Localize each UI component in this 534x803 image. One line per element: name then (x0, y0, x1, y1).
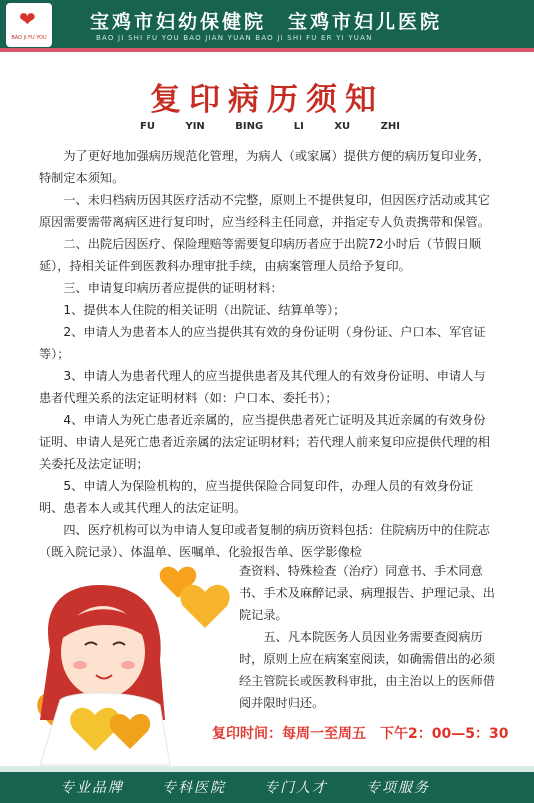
notice-paragraph: 2、申请人为患者本人的应当提供其有效的身份证明（身份证、户口本、军官证等）； (39, 325, 486, 361)
pinyin-syllable: ZHI (380, 121, 400, 132)
footer-slogan: 专业品牌 (60, 780, 124, 796)
pinyin-syllable: LI (293, 121, 304, 132)
notice-paragraph: 为了更好地加强病历规范化管理，为病人（或家属）提供方便的病历复印业务，特制定本须知。 (39, 149, 490, 185)
notice-paragraph: 5、申请人为保险机构的，应当提供保险合同复印件，办理人员的有效身份证明、患者本人或其代理人的法定证明。 (39, 479, 474, 515)
heart-icon: ❤ (19, 7, 36, 31)
notice-paragraph: 一、未归档病历因其医疗活动不完整，原则上不提供复印，但因医疗活动或其它原因需要需带离病区进行复印时，应当经科主任同意，并指定专人负责携带和保管。 (39, 193, 490, 229)
pinyin-syllable: XU (334, 121, 351, 132)
notice-paragraph: 二、出院后因医疗、保险理赔等需要复印病历者应于出院72小时后（节假日顺延），持相关证件到医教科办理审批手续，由病案管理人员给予复印。 (39, 237, 482, 273)
footer-slogan: 专门人才 (264, 780, 328, 796)
hospital-name: 宝鸡市妇幼保健院 宝鸡市妇儿医院 (90, 11, 443, 33)
copy-hours: 复印时间：每周一至周五 下午2：00—5：30 (212, 726, 509, 742)
notice-paragraph: 3、申请人为患者代理人的应当提供患者及其代理人的有效身份证明、申请人与患者代理关系的法定证明材料（如：户口本、委托书）； (39, 369, 486, 405)
notice-paragraph: 四、医疗机构可以为申请人复印或者复制的病历资料包括：住院病历中的住院志（既入院记录）、体温单、医嘱单、化验报告单、医学影像检 (39, 523, 490, 559)
notice-paragraph: 三、申请复印病历者应提供的证明材料： (39, 281, 283, 295)
notice-paragraph: 4、申请人为死亡患者近亲属的，应当提供患者死亡证明及其近亲属的有效身份证明、申请人是死亡患者近亲属的法定证明材料；若代理人前来复印应提供代理的相关委托及法定证明； (39, 413, 490, 471)
footer-slogan: 专科医院 (162, 780, 226, 796)
pinyin-syllable: FU (140, 121, 155, 132)
notice-paragraph: 五、凡本院医务人员因业务需要查阅病历时，原则上应在病案室阅读，如确需借出的必须经主管院长或医教科审批，由主治以上的医师借阅并限时归还。 (239, 630, 495, 710)
footer-bar (0, 772, 534, 803)
logo-caption: BAO JI FU YOU (11, 35, 47, 41)
notice-paragraph: 查资料、特殊检查（治疗）同意书、手术同意书、手术及麻醉记录、病理报告、护理记录、出院记录。 (239, 564, 495, 622)
pinyin-syllable: BING (235, 121, 264, 132)
notice-paragraph: 1、提供本人住院的相关证明（出院证、结算单等）； (39, 303, 346, 317)
page-title: 复印病历须知 (150, 82, 384, 118)
nurse-figure (40, 585, 170, 765)
pinyin-syllable: YIN (185, 121, 205, 132)
footer-slogan: 专项服务 (366, 780, 430, 796)
hospital-name-pinyin: BAO JI SHI FU YOU BAO JIAN YUAN BAO JI SHI FU ER YI YUAN (96, 34, 373, 42)
